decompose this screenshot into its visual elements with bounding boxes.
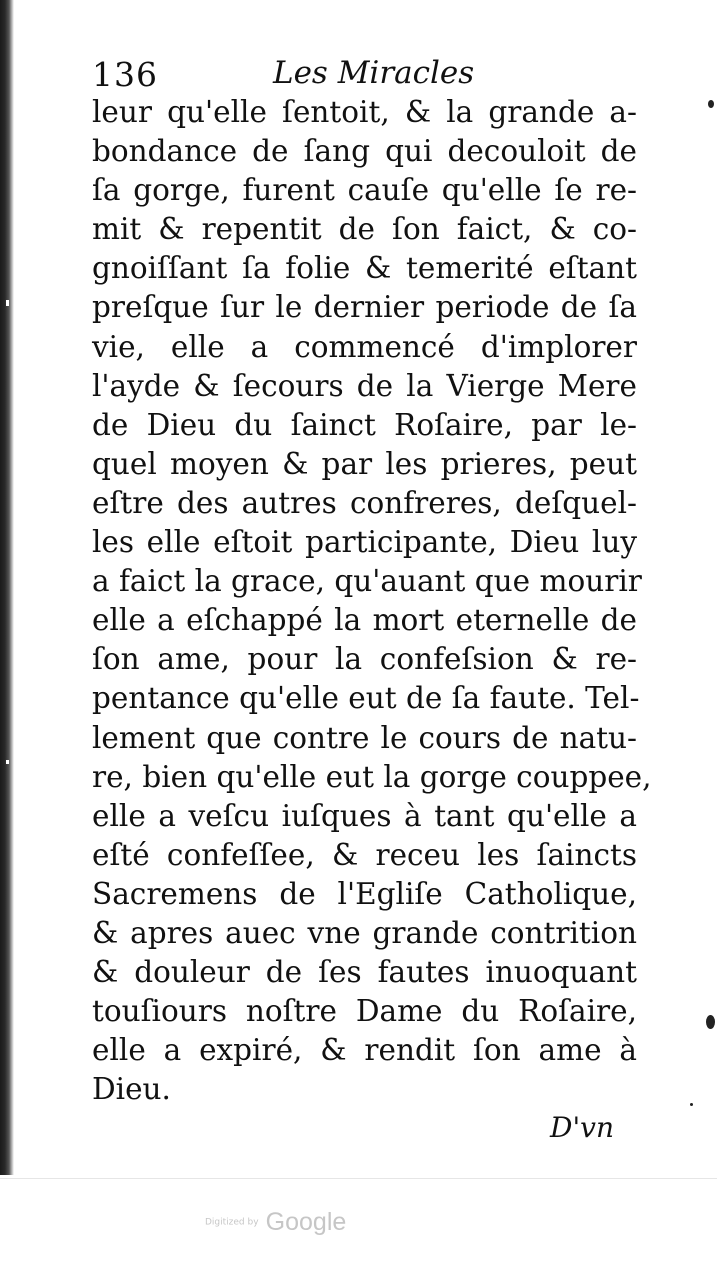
page-edge xyxy=(0,1178,717,1179)
text-line: elle a eſchappé la mort eternelle de xyxy=(92,603,637,638)
text-line: mit & repentit de ſon faict, & co- xyxy=(92,212,637,247)
text-line: de Dieu du ſainct Roſaire, par le- xyxy=(92,407,637,442)
text-line: Dieu. xyxy=(92,1072,171,1107)
text-line: pentance qu'elle eut de ſa faute. Tel- xyxy=(92,681,640,716)
binding-edge xyxy=(0,0,14,1175)
text-line: les elle eſtoit participante, Dieu luy xyxy=(92,525,637,560)
text-line: & apres auec vne grande contrition xyxy=(92,915,637,950)
text-line: a faict la grace, qu'auant que mourir xyxy=(92,564,642,599)
text-line: gnoiſſant ſa folie & temerité eſtant xyxy=(92,251,637,286)
text-line: & douleur de ſes fautes inuoquant xyxy=(92,955,637,990)
text-line: eſté confeſſee, & receu les ſaincts xyxy=(92,837,637,872)
running-head: Les Miracles xyxy=(273,55,475,91)
text-line: bondance de ſang qui decouloit de xyxy=(92,134,637,169)
ink-speck xyxy=(708,100,714,108)
text-line: l'ayde & ſecours de la Vierge Mere xyxy=(92,368,637,403)
text-line: ſon ame, pour la confeſsion & re- xyxy=(92,642,637,677)
text-line: vie, elle a commencé d'implorer xyxy=(92,329,637,364)
google-logo-text: Google xyxy=(265,1208,347,1236)
text-line: quel moyen & par les prieres, peut xyxy=(92,446,637,481)
text-line: re, bien qu'elle eut la gorge couppee, xyxy=(92,759,652,794)
digitized-watermark xyxy=(205,1208,346,1237)
text-line: leur qu'elle ſentoit, & la grande a- xyxy=(92,95,637,129)
ink-speck xyxy=(706,1015,715,1029)
page-number: 136 xyxy=(92,55,158,94)
binding-speck xyxy=(6,760,9,764)
ink-speck xyxy=(690,1103,693,1106)
binding-speck xyxy=(6,300,9,306)
text-line: touſiours noſtre Dame du Roſaire, xyxy=(92,994,637,1029)
text-line: preſque ſur le dernier periode de ſa xyxy=(92,290,637,325)
digitized-by-label: Digitized by xyxy=(205,1217,259,1228)
text-line: ſa gorge, furent cauſe qu'elle ſe re- xyxy=(92,173,637,208)
text-line: eſtre des autres confreres, deſquel- xyxy=(92,485,637,520)
text-line: elle a veſcu iuſques à tant qu'elle a xyxy=(92,798,637,833)
body-text xyxy=(92,93,652,1109)
text-line: elle a expiré, & rendit ſon ame à xyxy=(92,1033,637,1068)
text-line: lement que contre le cours de natu- xyxy=(92,720,637,755)
catchword: D'vn xyxy=(550,1111,614,1144)
text-line: Sacremens de l'Egliſe Catholique, xyxy=(92,876,637,911)
page-header xyxy=(92,55,642,95)
